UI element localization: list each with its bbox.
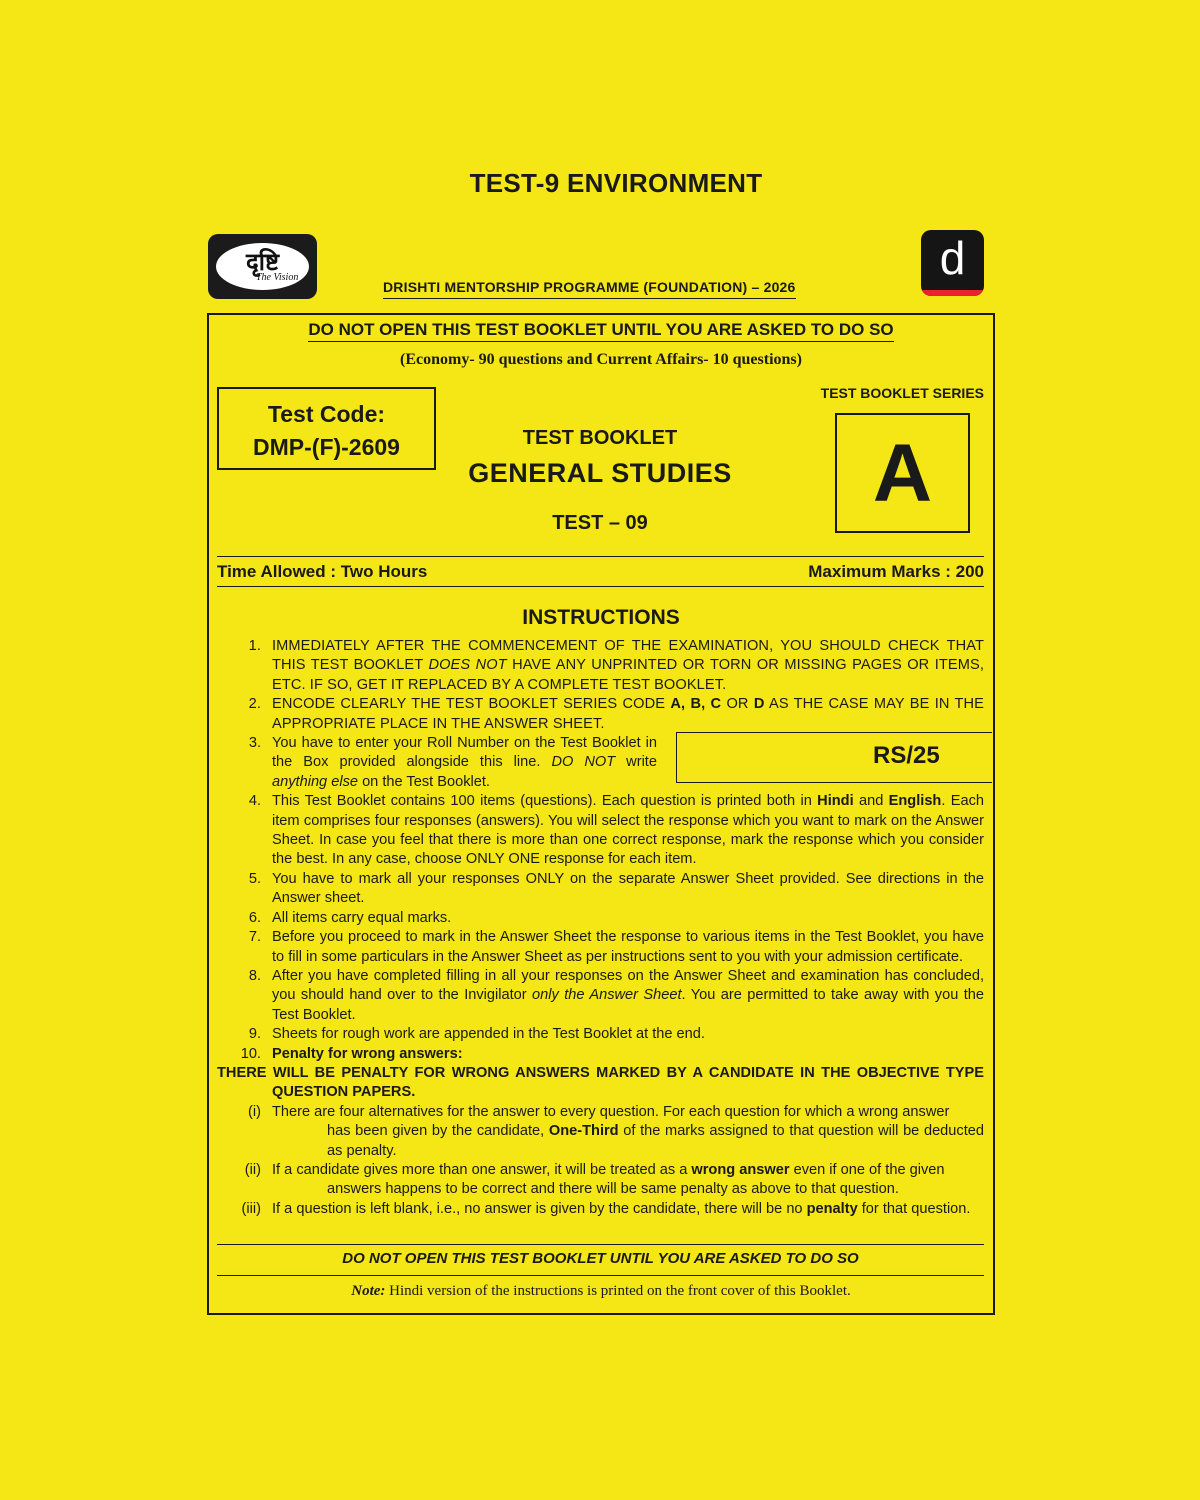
divider-warning-top xyxy=(217,1244,984,1245)
logo-tagline: The Vision xyxy=(256,272,299,283)
instruction-item: 2. ENCODE CLEARLY THE TEST BOOKLET SERIES CODE A, B, C OR D AS THE CASE MAY BE IN THE APPROPRIATE PLACE IN THE ANSWER SHEET. xyxy=(248,696,984,732)
time-allowed: Time Allowed : Two Hours xyxy=(217,562,428,581)
question-distribution: (Economy- 90 questions and Current Affairs- 10 questions) xyxy=(400,351,802,368)
instruction-item: 1. IMMEDIATELY AFTER THE COMMENCEMENT OF THE EXAMINATION, YOU SHOULD CHECK THAT THIS TEST BOOKLET DOES NOT HAVE ANY UNPRINTED OR TORN OR MISSING PAGES OR ITEMS, ETC. IF SO, GET IT REPLACED BY A COMPLETE TEST BOOKLET. xyxy=(248,638,984,693)
note-text: Hindi version of the instructions is printed on the front cover of this Booklet. xyxy=(385,1283,851,1299)
instruction-item: 8. After you have completed filling in all your responses on the Answer Sheet and examination has concluded, you should hand over to the Invigilator only the Answer Sheet. You are permitted to take away with you the Test Booklet. xyxy=(248,967,984,1023)
app-logo-accent-bar xyxy=(921,290,984,296)
maximum-marks: Maximum Marks : 200 xyxy=(808,562,984,581)
penalty-item: (i) There are four alternatives for the answer to every question. For each question for which a wrong answer has been given by the candidate, One-Third of the marks assigned to that question will be deducted as penalty. xyxy=(248,1103,985,1159)
instructions-heading: INSTRUCTIONS xyxy=(522,606,680,629)
instruction-item: 9. Sheets for rough work are appended in the Test Booklet at the end. xyxy=(248,1026,705,1043)
booklet-subject: GENERAL STUDIES xyxy=(468,458,732,488)
divider-bottom xyxy=(217,586,984,587)
app-logo-icon xyxy=(921,230,984,296)
instruction-item: 3. You have to enter your Roll Number on the Test Booklet in the Box provided alongside this line. DO NOT write anything else on the Test Booklet. xyxy=(248,735,657,790)
instructions-list xyxy=(217,637,984,1219)
app-logo-letter: d xyxy=(939,232,966,284)
booklet-test-number: TEST – 09 xyxy=(552,512,648,534)
time-marks-row xyxy=(217,562,984,582)
hindi-note xyxy=(207,1283,995,1300)
penalty-heading: THERE WILL BE PENALTY FOR WRONG ANSWERS MARKED BY A CANDIDATE IN THE OBJECTIVE TYPE QUESTION PAPERS. xyxy=(217,1064,984,1101)
logo-script-text: दृष्टि xyxy=(246,248,279,276)
roll-number-value: RS/25 xyxy=(873,742,940,769)
divider-top xyxy=(217,556,984,557)
test-code-value: DMP-(F)-2609 xyxy=(253,434,400,460)
warning-bottom: DO NOT OPEN THIS TEST BOOKLET UNTIL YOU ARE ASKED TO DO SO xyxy=(342,1250,859,1267)
penalty-item: (iii) If a question is left blank, i.e., no answer is given by the candidate, there will be no penalty for that question. xyxy=(241,1200,971,1217)
instruction-item: 10. Penalty for wrong answers: xyxy=(240,1045,463,1062)
divider-warning-bottom xyxy=(217,1275,984,1276)
logo-oval xyxy=(216,243,309,290)
instruction-item: 5. You have to mark all your responses ONLY on the separate Answer Sheet provided. See directions in the Answer sheet. xyxy=(248,870,984,907)
series-box: A xyxy=(835,413,970,533)
instruction-item: 6. All items carry equal marks. xyxy=(248,909,452,926)
warning-top xyxy=(207,320,995,340)
test-code-label: Test Code: xyxy=(267,401,386,427)
drishti-logo xyxy=(208,234,317,299)
series-label: TEST BOOKLET SERIES xyxy=(820,385,984,401)
warning-top-text: DO NOT OPEN THIS TEST BOOKLET UNTIL YOU ARE ASKED TO DO SO xyxy=(308,320,893,342)
note-label: Note: xyxy=(351,1283,386,1299)
instruction-item: 7. Before you proceed to mark in the Answer Sheet the response to various items in the Test Booklet, you have to fill in some particulars in the Answer Sheet as per instructions sent to you with your admission certificate. xyxy=(248,929,984,965)
penalty-item: (ii) If a candidate gives more than one answer, it will be treated as a wrong answer even if one of the given answers happens to be correct and there will be same penalty as above to that question. xyxy=(244,1161,945,1198)
booklet-label: TEST BOOKLET xyxy=(522,427,678,449)
page-title: TEST-9 ENVIRONMENT xyxy=(469,168,763,198)
test-code-box xyxy=(217,387,436,470)
instruction-item: 4. This Test Booklet contains 100 items (questions). Each question is printed both in Hindi and English. Each item comprises four responses (answers). You will select the response which you want to mark on the Answer Sheet. In case you feel that there is more than one correct response, mark the response which you consider the best. In any case, choose ONLY ONE response for each item. xyxy=(248,793,984,868)
programme-title: DRISHTI MENTORSHIP PROGRAMME (FOUNDATION) – 2026 xyxy=(383,279,796,299)
